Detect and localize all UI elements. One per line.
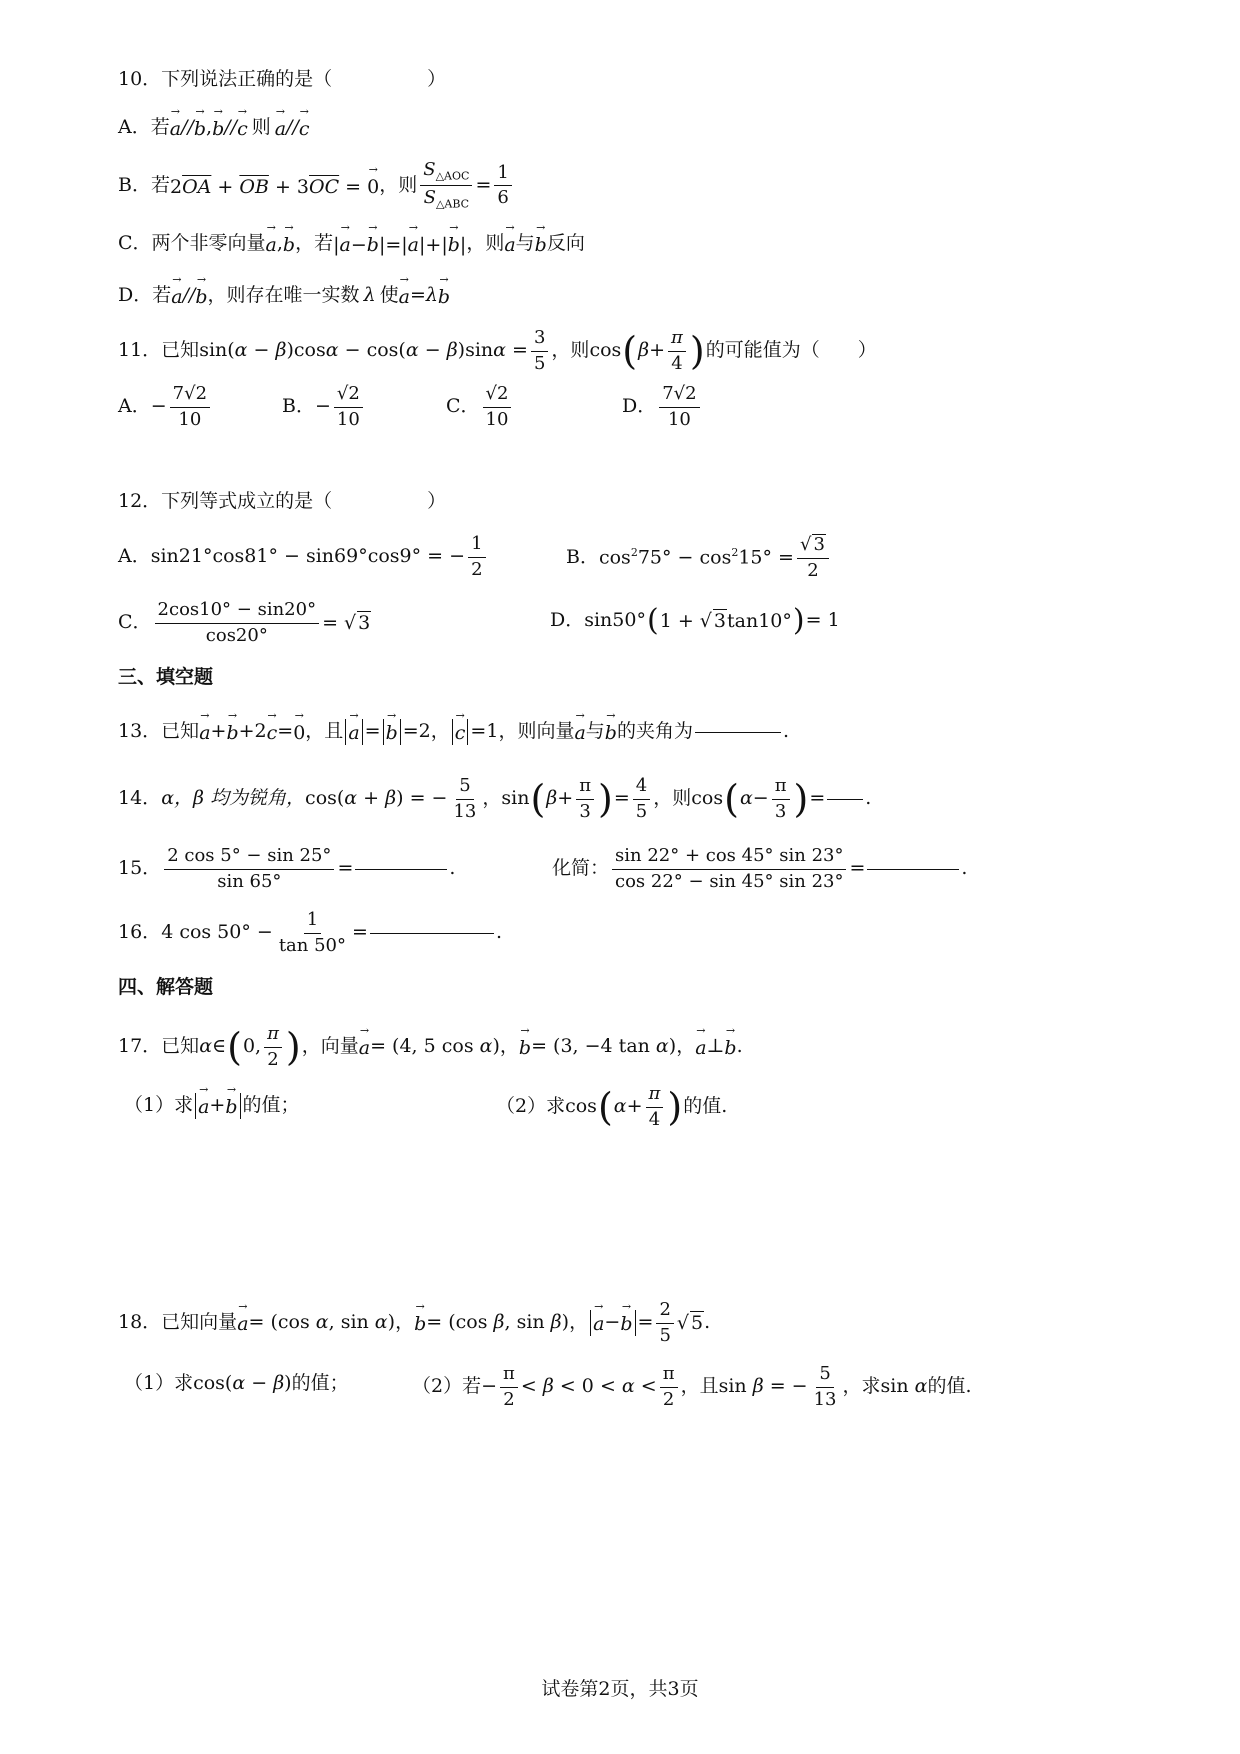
q18-part1: （1）求 cos(α − β) 的值； [124,1372,349,1394]
q16-answer-blank[interactable] [370,932,494,934]
q10-option-d: D．若 → a // → b ，则存在唯一实数 λ 使 → a = λ → b [118,282,450,310]
q12-stem: 12．下列等式成立的是（ ） [118,490,447,512]
q15-simplify: 化简： $\frac{\sin 22^\circ + \cos 45^\circ \sin 23^\circ}{\cos 22^\circ - \sin 45^\circ \sin 23^\circ}$ = . [552,845,968,892]
q13-stem: 13．已知 → a + → b +2 → c = → 0 ，且 → a = → b =2 ， → c =1 ，则向量 → a 与 → b 的夹角为 . [118,718,789,746]
q14-answer-blank[interactable] [827,798,863,800]
q15-simplify-answer-blank[interactable] [867,868,959,870]
q10-option-b: B．若 $2\overline{OA} + \overline{OB} + 3\overline{OC}$ = → 0 ，则 $\frac{S_{\triangle AOC}}{S_{\triangle ABC}}$ = $\frac{1}{6}$ [118,160,515,211]
q17-stem: 17．已知 α ∈ ( 0, $\frac{\pi}{2}$ ) ，向量 → a = (4, 5 cos α) ， → b = (3, −4 tan α) ， → a ⊥ → b . [118,1024,743,1070]
q10-stem: 10．下列说法正确的是（ ） [118,68,447,90]
q11-stem: 11．已知 sin(α − β)cosα − cos(α − β)sinα = $\frac{3}{5}$ ，则 cos ( β + $\frac{\pi}{4}$ ) 的可能值为（ ） [118,327,877,374]
q12-option-a: A． sin21°cos81° − sin69°cos9° = − $\frac{1}{2}$ [118,534,489,580]
q11-option-b: B． − $\frac{√2}{10}$ [282,384,446,430]
q11-option-c: C． $\frac{√2}{10}$ [446,384,622,430]
q11-option-a: A． − $\frac{7√2}{10}$ [118,384,282,430]
q15-stem: 15． $\frac{2 \cos 5^\circ - \sin 25^\circ}{\sin 65^\circ}$ = . [118,845,456,892]
q15-answer-blank[interactable] [355,868,447,870]
section-fill-in-heading: 三、填空题 [118,666,214,688]
q17-part1: （1）求 → a + → b 的值； [124,1092,300,1120]
q18-stem: 18．已知向量 → a = (cos α, sin α) ， → b = (cos β, sin β) ， → a − → b = $\frac{2}{5}$ √ 5 . [118,1300,710,1346]
page-footer: 试卷第2页，共3页 [541,1678,699,1700]
q17-part2: （2）求 cos ( α + $\frac{\pi}{4}$ ) 的值. [496,1083,728,1130]
q12-option-c: C． $\frac{2\cos 10^\circ - \sin 20^\circ}{\cos 20^\circ}$ = √ 3 [118,599,371,646]
q18-part2: （2）若 − $\frac{\pi}{2}$ < β < 0 < α < $\frac{\pi}{2}$ ，且 sin β = − $\frac{5}{13}$ ，求 sin α 的值. [412,1363,972,1410]
q14-stem: 14． α，β 均为锐角， cos(α + β) = − $\frac{5}{13}$ ， sin ( β + $\frac{\pi}{3}$ ) = $\frac{4}{5}$ ，则 cos ( α − $\frac{\pi}{3}$ ) = . [118,775,872,822]
q16-stem: 16． 4 cos 50° − $\frac{1}{\tan 50^\circ}$ = . [118,909,502,956]
q13-answer-blank[interactable] [695,731,781,733]
section-answer-heading: 四、解答题 [118,976,214,998]
q12-option-b: B． $\cos^275^\circ - \cos^215^\circ$ = $\frac{√ 3}{2}$ [566,534,832,581]
q11-options [118,384,703,430]
q12-option-d: D． sin50° ( 1 + √ 3tan10° ) = 1 [550,603,840,638]
q10-option-a: A．若 → a // → b , → b // → c 则 → a // → c [118,114,310,142]
q11-option-d: D． $\frac{7√2}{10}$ [622,384,703,430]
q10-option-c: C．两个非零向量 → a , → b ，若 |→ a−→ b|=|→ a|+|→ b| ，则 → a 与 → b 反向 [118,230,585,258]
